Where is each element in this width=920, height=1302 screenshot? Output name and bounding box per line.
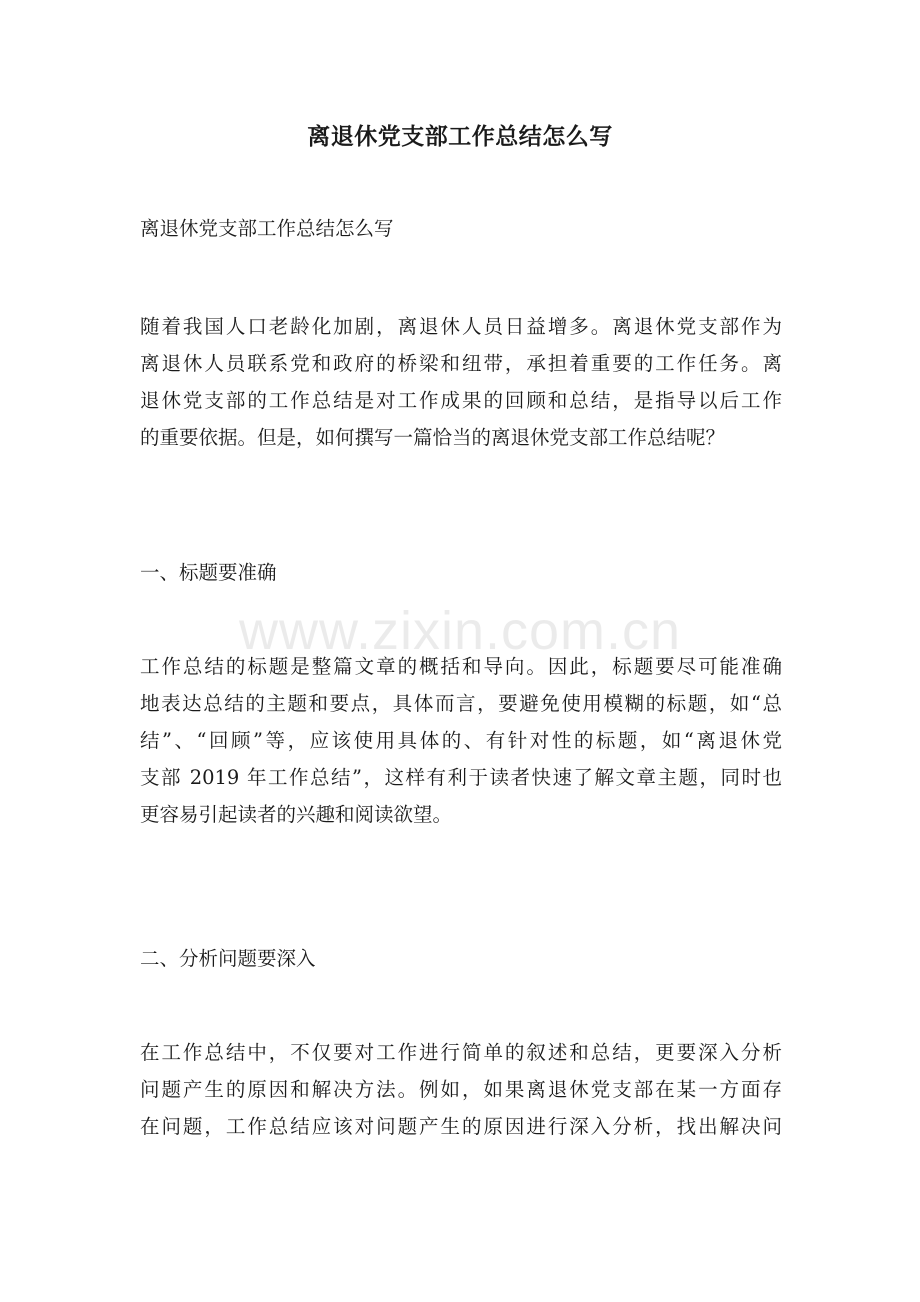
subtitle-line: 离退休党支部工作总结怎么写: [140, 217, 394, 240]
document-title: 离退休党支部工作总结怎么写: [307, 123, 613, 150]
subtitle-paragraph: [140, 210, 782, 247]
section-heading-1: [140, 554, 782, 591]
paragraph-line: 结”、“回顾”等，应该使用具体的、有针对性的标题，如“离退休党: [140, 729, 782, 752]
watermark: www.zixin.com.cn: [238, 601, 682, 661]
intro-paragraph: [140, 308, 782, 456]
paragraph-line: 退休党支部的工作总结是对工作成果的回顾和总结，是指导以后工作: [140, 389, 782, 412]
paragraph-line: 离退休人员联系党和政府的桥梁和纽带，承担着重要的工作任务。离: [140, 352, 782, 375]
paragraph-line: 地表达总结的主题和要点，具体而言，要避免使用模糊的标题，如“总: [140, 692, 782, 715]
paragraph-line: 在问题，工作总结应该对问题产生的原因进行深入分析，找出解决问: [140, 1115, 782, 1138]
section-1-paragraph: [140, 648, 782, 833]
section-heading-2: [140, 940, 782, 977]
section-heading-line: 二、分析问题要深入: [140, 947, 316, 970]
paragraph-line: 的重要依据。但是，如何撰写一篇恰当的离退休党支部工作总结呢？: [140, 426, 726, 449]
paragraph-line: 问题产生的原因和解决方法。例如，如果离退休党支部在某一方面存: [140, 1078, 782, 1101]
paragraph-line: 在工作总结中，不仅要对工作进行简单的叙述和总结，更要深入分析: [140, 1041, 782, 1064]
paragraph-line: 支部 2019 年工作总结”，这样有利于读者快速了解文章主题，同时也: [140, 766, 782, 789]
paragraph-line: 更容易引起读者的兴趣和阅读欲望。: [140, 803, 453, 826]
paragraph-line: 工作总结的标题是整篇文章的概括和导向。因此，标题要尽可能准确: [140, 655, 782, 678]
paragraph-line: 随着我国人口老龄化加剧，离退休人员日益增多。离退休党支部作为: [140, 315, 782, 338]
section-2-paragraph: [140, 1034, 782, 1145]
section-heading-line: 一、标题要准确: [140, 561, 277, 584]
